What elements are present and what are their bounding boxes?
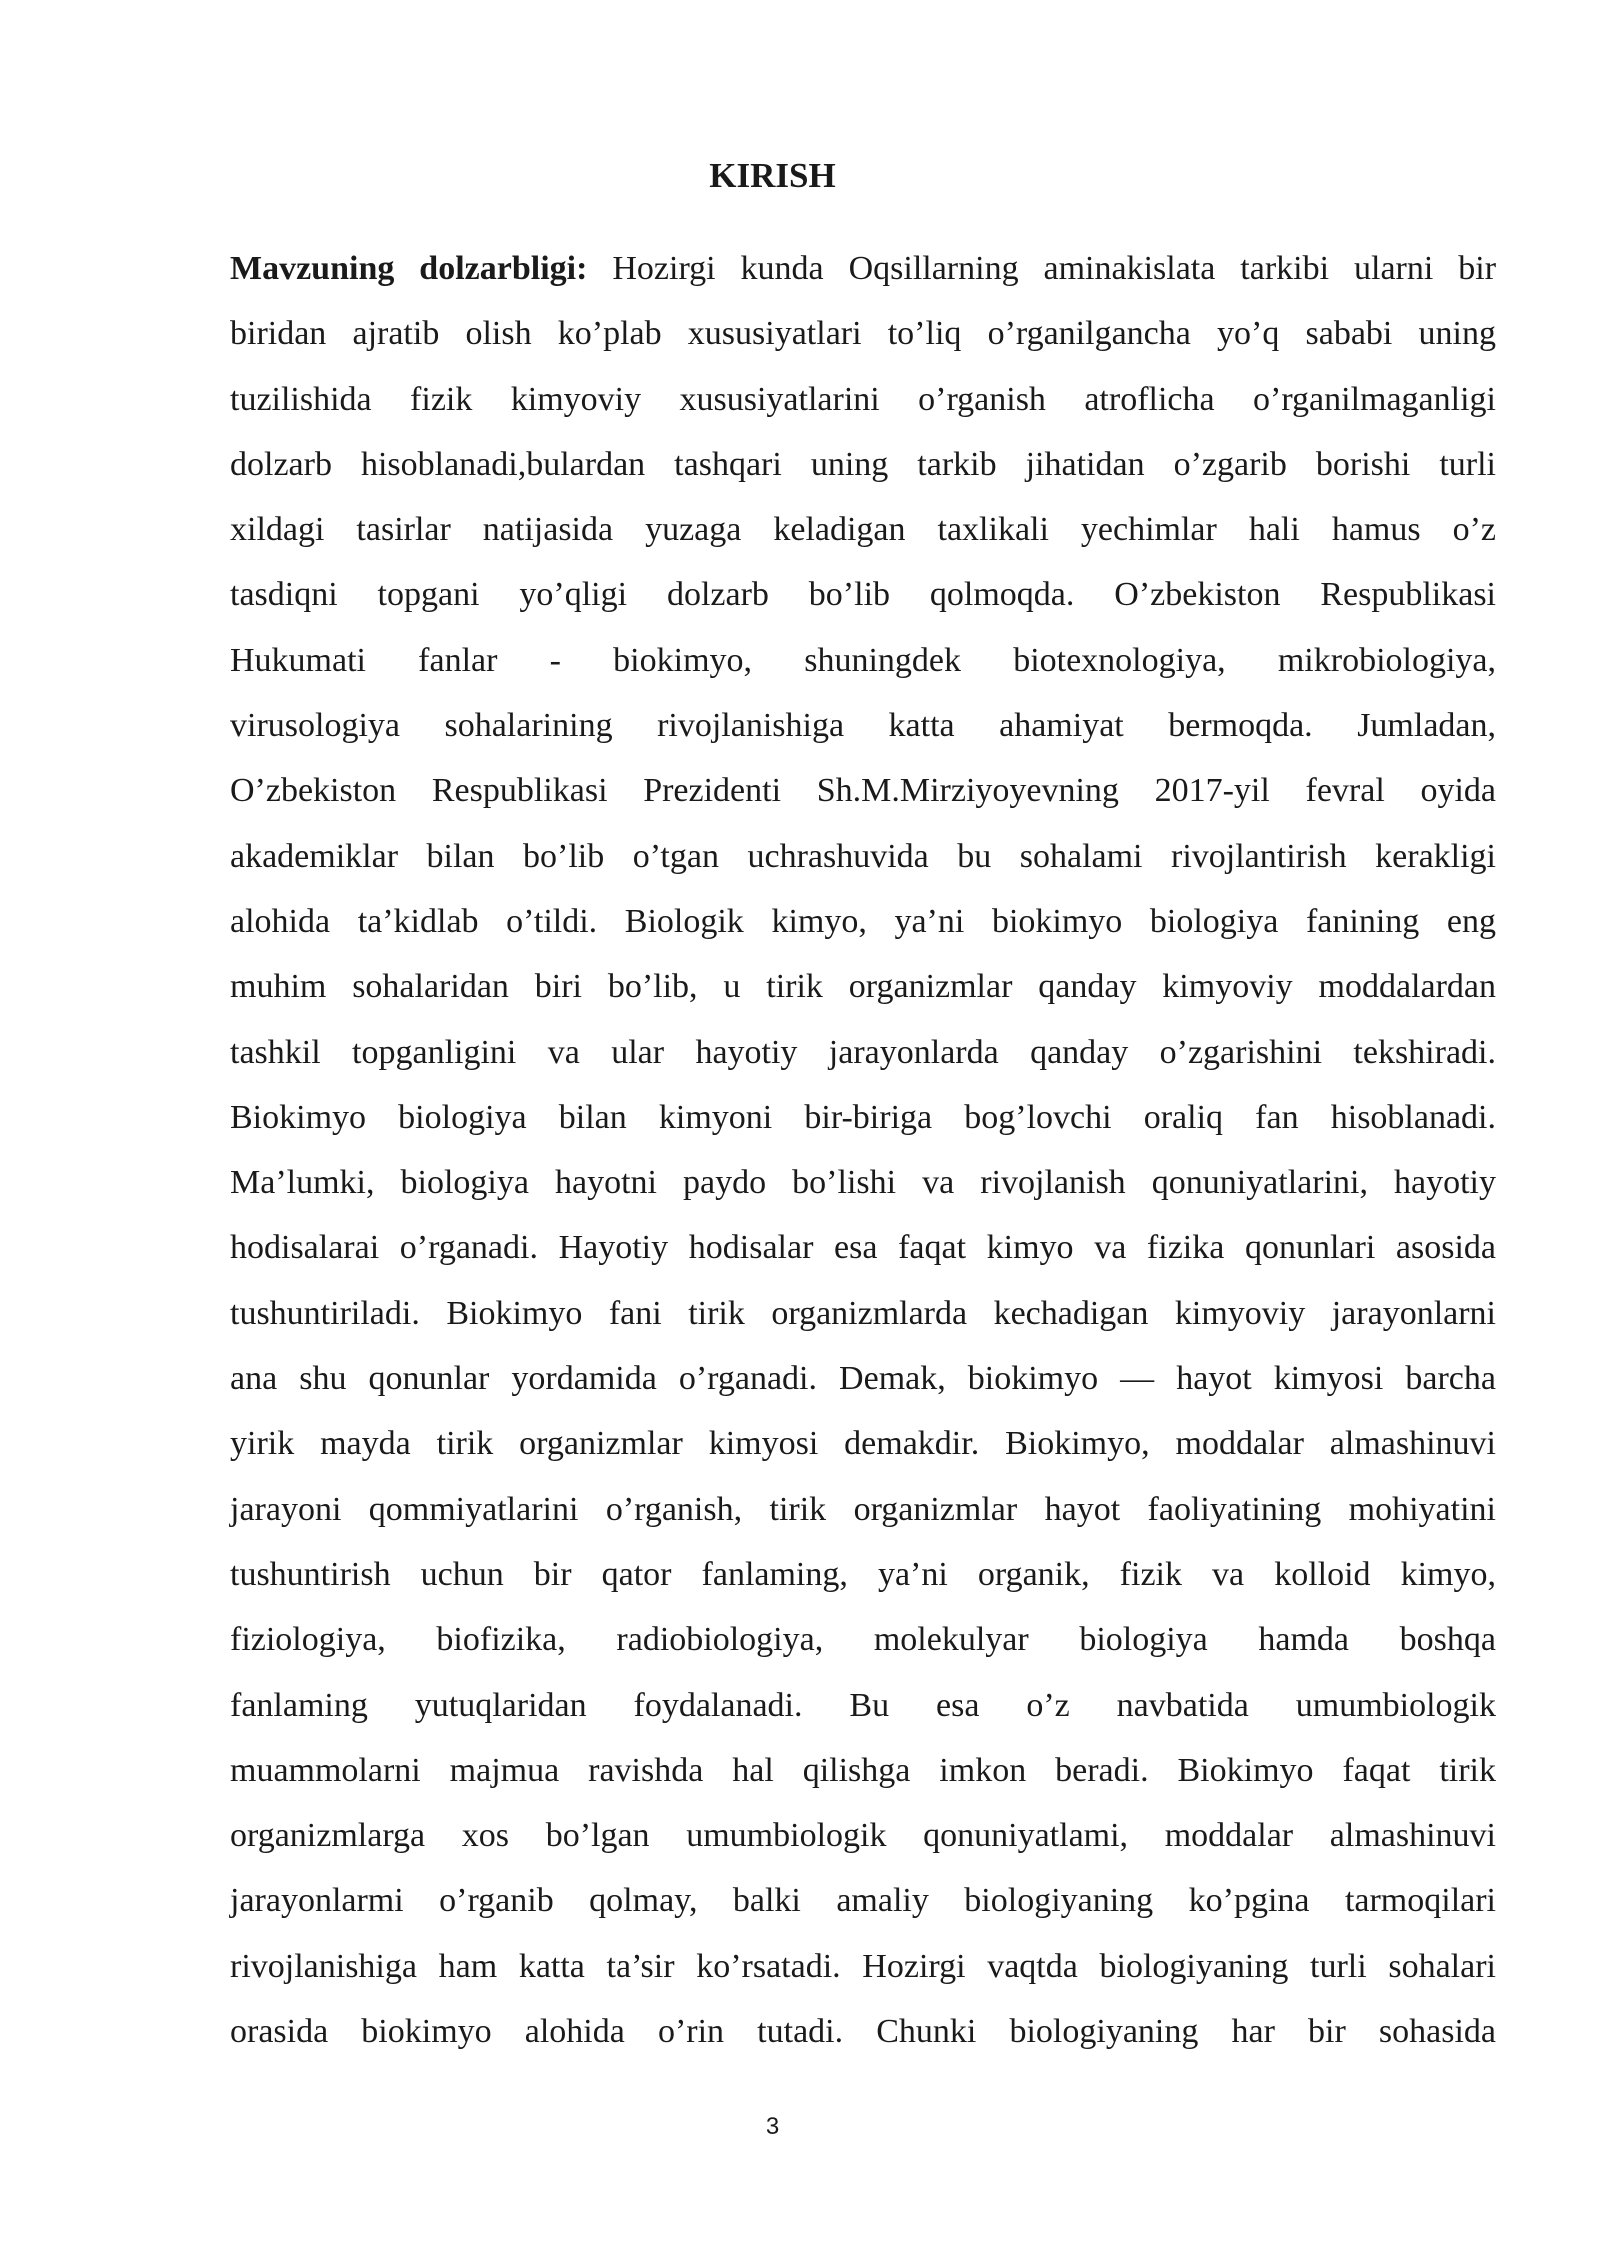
paragraph-line: muhim sohalaridan biri bo’lib, u tirik organizmlar qanday kimyoviy moddalardan (230, 968, 1496, 1006)
lead-label: Mavzuning dolzarbligi: (230, 250, 588, 287)
paragraph-line: virusologiya sohalarining rivojlanishiga katta ahamiyat bermoqda. Jumladan, (230, 707, 1496, 745)
paragraph-line: tasdiqni topgani yo’qligi dolzarb bo’lib qolmoqda. O’zbekiston Respublikasi (230, 576, 1496, 614)
paragraph-line (230, 236, 1496, 301)
paragraph-line: Hukumati fanlar - biokimyo, shuningdek biotexnologiya, mikrobiologiya, (230, 641, 1496, 679)
paragraph-line: tushuntiriladi. Biokimyo fani tirik organizmlarda kechadigan kimyoviy jarayonlarni (230, 1294, 1496, 1332)
paragraph-line: orasida biokimyo alohida o’rin tutadi. Chunki biologiyaning har bir sohasida (230, 2013, 1496, 2051)
paragraph-line: jarayonlarmi o’rganib qolmay, balki amaliy biologiyaning ko’pgina tarmoqilari (230, 1882, 1496, 1920)
paragraph-line: hodisalarai o’rganadi. Hayotiy hodisalar esa faqat kimyo va fizika qonunlari asosida (230, 1229, 1496, 1267)
paragraph-line: tushuntirish uchun bir qator fanlaming, ya’ni organik, fizik va kolloid kimyo, (230, 1555, 1496, 1593)
paragraph-line: akademiklar bilan bo’lib o’tgan uchrashuvida bu sohalami rivojlantirish kerakligi (230, 837, 1496, 875)
body-paragraph (230, 236, 1496, 2064)
paragraph-line: tuzilishida fizik kimyoviy xususiyatlarini o’rganish atroflicha o’rganilmaganligi (230, 380, 1496, 418)
paragraph-line: fiziologiya, biofizika, radiobiologiya, molekulyar biologiya hamda boshqa (230, 1621, 1496, 1659)
paragraph-line: O’zbekiston Respublikasi Prezidenti Sh.M.Mirziyoyevning 2017-yil fevral oyida (230, 772, 1496, 810)
paragraph-line: Ma’lumki, biologiya hayotni paydo bo’lishi va rivojlanish qonuniyatlarini, hayotiy (230, 1164, 1496, 1202)
paragraph-line: organizmlarga xos bo’lgan umumbiologik qonuniyatlami, moddalar almashinuvi (230, 1817, 1496, 1855)
paragraph-line: fanlaming yutuqlaridan foydalanadi. Bu esa o’z navbatida umumbiologik (230, 1686, 1496, 1724)
paragraph-line: xildagi tasirlar natijasida yuzaga keladigan taxlikali yechimlar hali hamus o’z (230, 511, 1496, 549)
page-number: 3 (765, 2113, 780, 2140)
paragraph-line: dolzarb hisoblanadi,bulardan tashqari uning tarkib jihatidan o’zgarib borishi turli (230, 445, 1496, 483)
paragraph-line: Biokimyo biologiya bilan kimyoni bir-biriga bog’lovchi oraliq fan hisoblanadi. (230, 1098, 1496, 1136)
paragraph-line: muammolarni majmua ravishda hal qilishga imkon beradi. Biokimyo faqat tirik (230, 1751, 1496, 1789)
paragraph-line: alohida ta’kidlab o’tildi. Biologik kimyo, ya’ni biokimyo biologiya fanining eng (230, 902, 1496, 940)
paragraph-line-text: Hozirgi kunda Oqsillarning aminakislata tarkibi ularni bir (587, 250, 1497, 287)
paragraph-line: tashkil topganligini va ular hayotiy jarayonlarda qanday o’zgarishini tekshiradi. (230, 1033, 1496, 1071)
paragraph-line: biridan ajratib olish ko’plab xususiyatlari to’liq o’rganilgancha yo’q sababi uning (230, 315, 1496, 353)
paragraph-line: ana shu qonunlar yordamida o’rganadi. Demak, biokimyo — hayot kimyosi barcha (230, 1360, 1496, 1398)
paragraph-line: yirik mayda tirik organizmlar kimyosi demakdir. Biokimyo, moddalar almashinuvi (230, 1425, 1496, 1463)
section-title: KIRISH (709, 156, 836, 195)
paragraph-line: jarayoni qommiyatlarini o’rganish, tirik organizmlar hayot faoliyatining mohiyatini (230, 1490, 1496, 1528)
paragraph-line: rivojlanishiga ham katta ta’sir ko’rsatadi. Hozirgi vaqtda biologiyaning turli sohalari (230, 1947, 1496, 1985)
